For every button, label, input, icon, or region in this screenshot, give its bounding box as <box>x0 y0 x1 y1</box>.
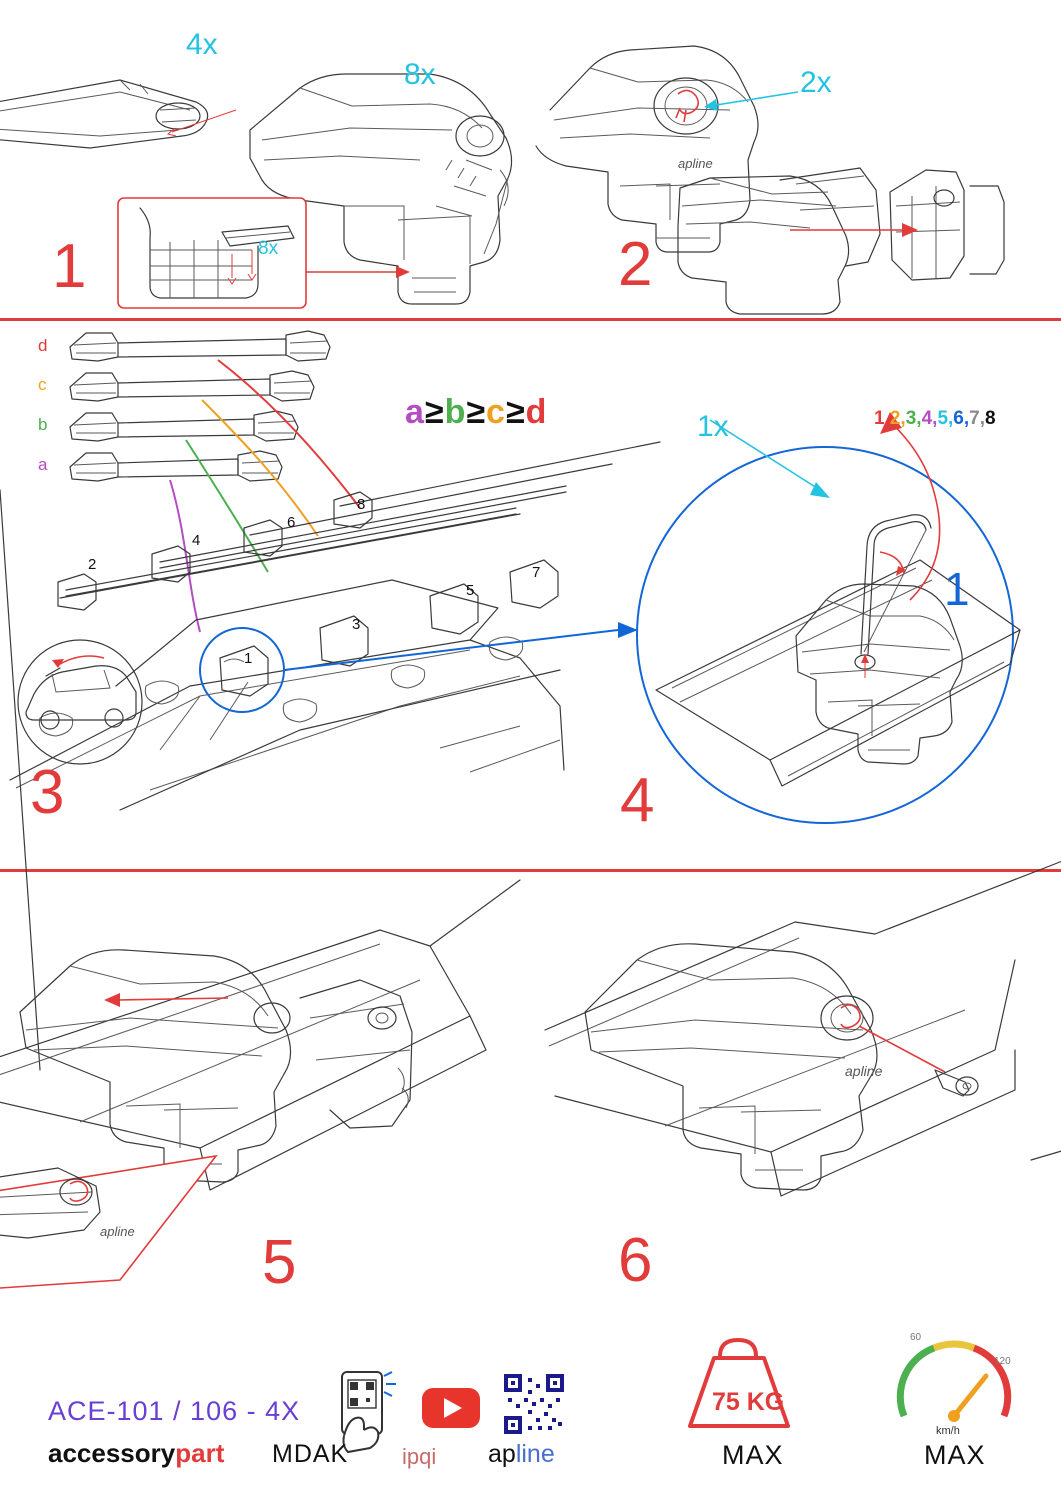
brand-part: part <box>175 1438 225 1468</box>
speed-limit-caption: MAX <box>924 1440 986 1470</box>
svg-text:km/h: km/h <box>936 1425 960 1437</box>
load-limit-caption: MAX <box>722 1440 784 1470</box>
step-number-1: 1 <box>52 232 87 301</box>
apline-line: line <box>515 1440 555 1468</box>
section-divider-1 <box>0 318 1061 321</box>
step-number-6: 6 <box>618 1226 653 1295</box>
section-divider-2 <box>0 869 1061 872</box>
mount-number-7: 7 <box>532 564 541 581</box>
product-code: ACE-101 / 106 - 4X <box>48 1396 301 1426</box>
step4-detail-illustration <box>620 440 1040 860</box>
quantity-8x-inset: 8x <box>258 238 279 259</box>
formula-b: b <box>444 393 467 431</box>
formula-d: d <box>525 393 548 431</box>
load-limit-icon <box>684 1334 814 1434</box>
quantity-2x: 2x <box>800 66 832 99</box>
brand-accessory: accessory <box>48 1438 176 1468</box>
step5-illustration <box>0 900 520 1239</box>
ipqi-logo: ipqi <box>402 1444 437 1469</box>
apline-ap: ap <box>488 1440 516 1468</box>
bar-label-a: a <box>38 455 48 474</box>
bar-label-b: b <box>38 415 48 434</box>
tightening-sequence: 1,2,3,4,5,6,7,8 <box>874 408 996 429</box>
speed-limit-icon <box>890 1330 1030 1440</box>
brand-logo <box>48 1438 224 1469</box>
step-number-2: 2 <box>618 230 653 299</box>
qr-code-icon[interactable] <box>504 1374 568 1438</box>
quantity-1x: 1x <box>697 410 729 443</box>
load-limit-value: 75 KG <box>712 1388 785 1416</box>
svg-text:120: 120 <box>994 1356 1011 1367</box>
formula-ge3: ≥ <box>505 393 526 431</box>
step-number-5: 5 <box>262 1228 297 1297</box>
mount-number-4: 4 <box>192 532 201 549</box>
mount-number-2: 2 <box>88 556 97 573</box>
detail-callout-number: 1 <box>944 563 970 615</box>
svg-text:apline: apline <box>845 1063 883 1079</box>
formula-ge2: ≥ <box>466 393 487 431</box>
step3-roof-illustration <box>0 490 600 810</box>
quantity-8x: 8x <box>404 58 436 91</box>
svg-text:60: 60 <box>910 1332 922 1343</box>
mount-number-8: 8 <box>357 496 366 513</box>
mount-number-5: 5 <box>466 582 475 599</box>
formula-ge1: ≥ <box>424 393 445 431</box>
step6-illustration <box>545 900 1061 1230</box>
mount-number-3: 3 <box>352 616 361 633</box>
bar-label-c: c <box>38 375 47 394</box>
svg-text:apline: apline <box>678 156 713 171</box>
step-number-3: 3 <box>30 758 65 827</box>
step-number-4: 4 <box>620 766 655 835</box>
svg-text:apline: apline <box>100 1224 135 1239</box>
mount-number-1: 1 <box>244 650 253 667</box>
quantity-4x: 4x <box>186 28 218 61</box>
youtube-icon[interactable] <box>420 1384 486 1430</box>
mount-number-6: 6 <box>287 514 296 531</box>
bar-label-d: d <box>38 336 48 355</box>
mdak-logo: MDAK <box>272 1440 349 1468</box>
apline-logo <box>488 1440 555 1469</box>
formula-a: a <box>405 393 425 431</box>
formula-c: c <box>486 393 506 431</box>
